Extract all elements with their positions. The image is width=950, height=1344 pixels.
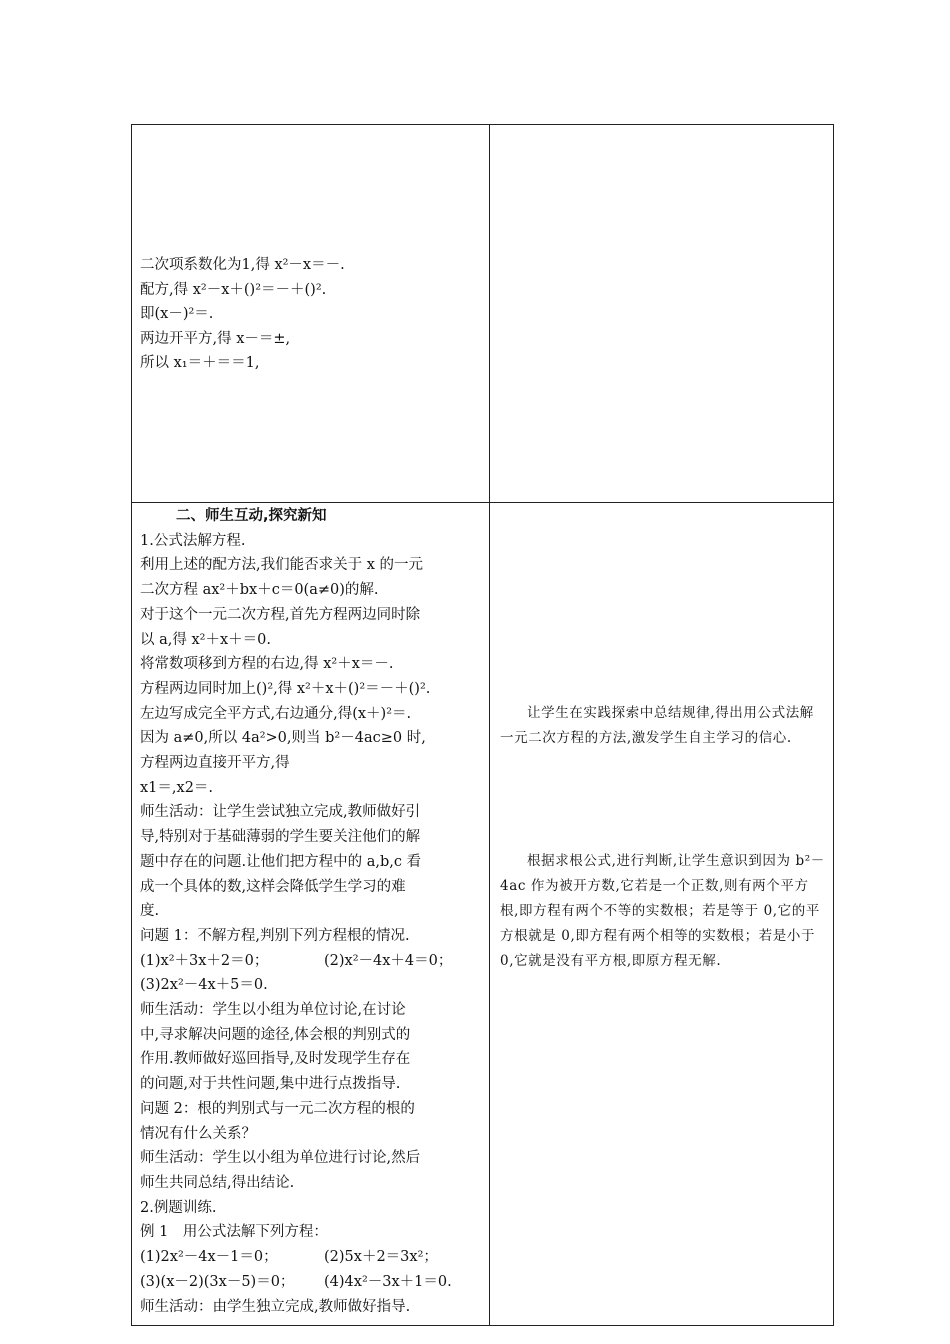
text-line: 2.例题训练. xyxy=(140,1199,217,1216)
text-line: 度. xyxy=(140,903,160,920)
process-cell xyxy=(132,503,490,1326)
equation: (2)x²－4x＋4＝0； xyxy=(324,952,453,969)
example-equations xyxy=(140,1270,483,1295)
text-line: 例 1 用公式法解下列方程： xyxy=(140,1224,328,1241)
text-line: 即(x－)²＝. xyxy=(140,306,214,322)
text-line: 两边开平方,得 x－＝±, xyxy=(140,330,291,347)
lesson-plan-table xyxy=(131,124,834,1326)
text-line: 师生活动：由学生独立完成,教师做好指导. xyxy=(140,1298,411,1315)
text-line: 1.公式法解方程. xyxy=(140,532,246,549)
text-line: 的问题,对于共性问题,集中进行点拨指导. xyxy=(140,1076,401,1093)
equation: (3)2x²－4x＋5＝0. xyxy=(140,977,268,994)
text-line: 对于这个一元二次方程,首先方程两边同时除 xyxy=(140,606,421,623)
design-intent-cell xyxy=(490,125,834,503)
text-line: 方程两边同时加上()²,得 x²＋x＋()²＝－＋()². xyxy=(140,680,431,697)
text-line: 成一个具体的数,这样会降低学生学习的难 xyxy=(140,878,406,895)
problem-1-equations xyxy=(140,949,483,974)
text-line: 师生活动：学生以小组为单位讨论,在讨论 xyxy=(140,1002,406,1019)
text-line: 所以 x₁＝＋＝＝1, xyxy=(140,355,260,371)
text-line: 问题 2：根的判别式与一元二次方程的根的 xyxy=(140,1100,415,1117)
table-row xyxy=(132,503,834,1326)
text-line: 作用.教师做好巡回指导,及时发现学生存在 xyxy=(140,1051,411,1068)
text-line: 师生活动：让学生尝试独立完成,教师做好引 xyxy=(140,804,421,821)
text-line: 题中存在的问题.让他们把方程中的 a,b,c 看 xyxy=(140,853,422,870)
text-line: 师生共同总结,得出结论. xyxy=(140,1174,295,1191)
text-line: 以 a,得 x²＋x＋＝0. xyxy=(140,631,271,648)
table-row xyxy=(132,125,834,503)
text-line: 二次方程 ax²＋bx＋c＝0(a≠0)的解. xyxy=(140,582,379,599)
text-line: 将常数项移到方程的右边,得 x²＋x＝－. xyxy=(140,656,394,673)
text-line: 配方,得 x²－x＋()²＝－＋()². xyxy=(140,281,327,298)
text-line: 问题 1：不解方程,判别下列方程根的情况. xyxy=(140,927,410,944)
text-line: 因为 a≠0,所以 4a²>0,则当 b²－4ac≥0 时, xyxy=(140,730,426,747)
section-heading: 二、师生互动,探究新知 xyxy=(176,508,327,524)
process-cell xyxy=(132,125,490,503)
text-line: 导,特别对于基础薄弱的学生要关注他们的解 xyxy=(140,829,421,846)
design-note: 根据求根公式,进行判断,让学生意识到因为 b²－4ac 作为被开方数,它若是一个正数,则有两个平方根,即方程有两个不等的实数根；若是等于 0,它的平方根就是 0,即方程有两个相等的实数根；若是小于 0,它就是没有平方根,即原方程无解. xyxy=(500,853,825,969)
text-line: 情况有什么关系？ xyxy=(140,1125,256,1142)
text-line: 方程两边直接开平方,得 xyxy=(140,755,290,772)
text-line: 左边写成完全平方式,右边通分,得(x＋)²＝. xyxy=(140,705,412,722)
text-line: 师生活动：学生以小组为单位进行讨论,然后 xyxy=(140,1150,421,1167)
text-line: 二次项系数化为1,得 x²－x＝－. xyxy=(140,257,345,273)
design-note: 让学生在实践探索中总结规律,得出用公式法解一元二次方程的方法,激发学生自主学习的信心. xyxy=(500,705,814,746)
equation: (1)2x²－4x－1＝0； xyxy=(140,1249,278,1266)
equation: (3)(x－2)(3x－5)＝0； xyxy=(140,1273,295,1290)
equation: (4)4x²－3x＋1＝0. xyxy=(324,1273,452,1290)
equation: (1)x²＋3x＋2＝0； xyxy=(140,952,269,969)
example-equations xyxy=(140,1245,483,1270)
text-line: 中,寻求解决问题的途径,体会根的判别式的 xyxy=(140,1026,411,1043)
text-line: x1＝,x2＝. xyxy=(140,779,214,796)
equation: (2)5x＋2＝3x²； xyxy=(324,1249,438,1266)
text-line: 利用上述的配方法,我们能否求关于 x 的一元 xyxy=(140,557,424,574)
design-intent-cell xyxy=(490,503,834,1326)
